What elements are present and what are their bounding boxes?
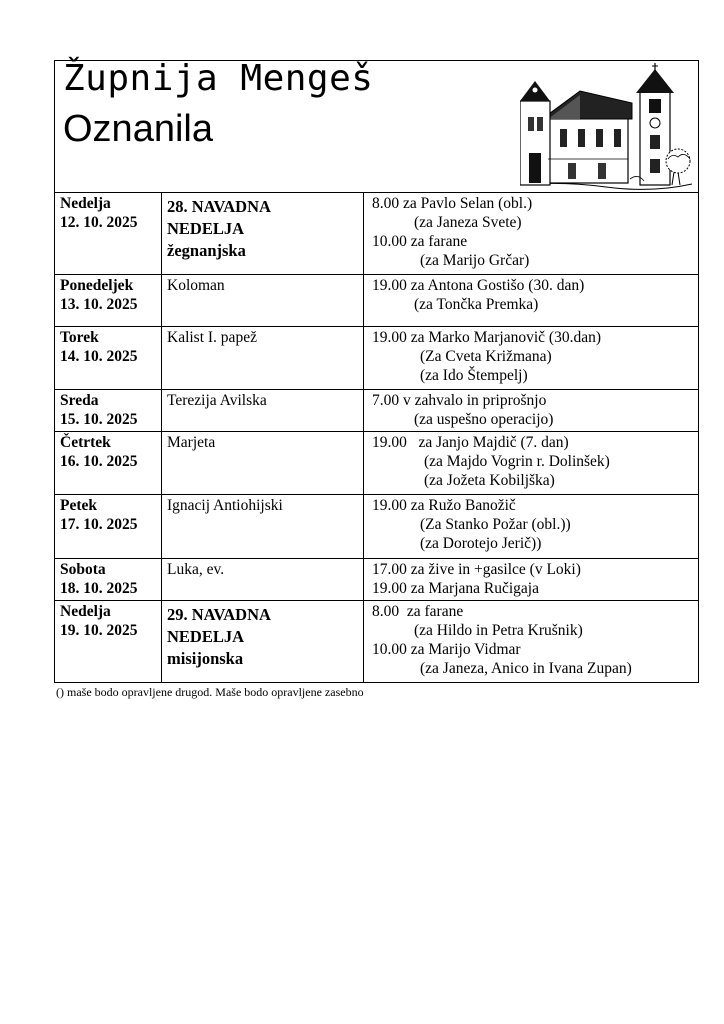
feast-cell [162, 327, 364, 390]
weekday: Nedelja [60, 603, 111, 620]
date: 17. 10. 2025 [60, 516, 138, 533]
mass-line: (za Majdo Vogrin r. Dolinšek) [424, 453, 610, 470]
mass-cell [364, 390, 699, 432]
day-cell [55, 432, 162, 495]
weekday: Sreda [60, 392, 99, 409]
mass-line: (za Ido Štempelj) [420, 367, 528, 384]
mass-line: (za Jožeta Kobiljška) [424, 472, 555, 489]
weekday: Nedelja [60, 195, 111, 212]
weekday: Ponedeljek [60, 277, 134, 294]
date: 15. 10. 2025 [60, 411, 138, 428]
mass-line: 7.00 v zahvalo in priprošnjo [372, 392, 547, 409]
weekday: Sobota [60, 561, 106, 578]
feast-cell [162, 390, 364, 432]
feast-cell [162, 193, 364, 275]
day-cell [55, 193, 162, 275]
weekday: Petek [60, 497, 98, 514]
mass-line: 8.00 za Pavlo Selan (obl.) [372, 195, 533, 212]
feast-line: Terezija Avilska [167, 392, 267, 409]
mass-cell [364, 327, 699, 390]
bulletin-subtitle: Oznanila [63, 108, 213, 150]
mass-line: (za Marijo Grčar) [420, 252, 530, 269]
mass-line: (za Dorotejo Jerič)) [420, 535, 542, 552]
mass-cell [364, 559, 699, 601]
mass-line: 8.00 za farane [372, 603, 464, 620]
date: 19. 10. 2025 [60, 622, 138, 639]
mass-cell [364, 495, 699, 559]
table-row [55, 432, 699, 495]
feast-cell [162, 432, 364, 495]
mass-line: 10.00 za farane [372, 233, 468, 250]
mass-line: (za Hildo in Petra Krušnik) [414, 622, 583, 639]
day-cell [55, 275, 162, 327]
feast-cell [162, 601, 364, 683]
feast-line: 28. NAVADNA [167, 197, 271, 216]
day-cell [55, 601, 162, 683]
mass-line: (Za Stanko Požar (obl.)) [420, 516, 571, 533]
weekday: Torek [60, 329, 99, 346]
table-row [55, 601, 699, 683]
feast-line: NEDELJA [167, 627, 245, 646]
mass-cell [364, 275, 699, 327]
table-row [55, 390, 699, 432]
footnote: () maše bodo opravljene drugod. Maše bodo opravljene zasebno [56, 685, 364, 699]
mass-line: 10.00 za Marijo Vidmar [372, 641, 521, 658]
mass-line: 19.00 za Antona Gostišo (30. dan) [372, 277, 585, 294]
table-row [55, 275, 699, 327]
bulletin-header [54, 60, 699, 192]
table-row [55, 495, 699, 559]
feast-line: NEDELJA [167, 219, 245, 238]
feast-cell [162, 559, 364, 601]
schedule-table [54, 192, 699, 683]
day-cell [55, 495, 162, 559]
weekday: Četrtek [60, 434, 111, 451]
feast-line: žegnanjska [167, 241, 246, 260]
church-illustration [520, 63, 692, 191]
mass-line: (Za Cveta Križmana) [420, 348, 552, 365]
day-cell [55, 390, 162, 432]
mass-line: (za Janeza, Anico in Ivana Zupan) [420, 660, 632, 677]
mass-line: 19.00 za Janjo Majdič (7. dan) [372, 434, 569, 451]
mass-line: 19.00 za Marjana Ručigaja [372, 580, 539, 597]
mass-line: (za Janeza Svete) [414, 214, 522, 231]
feast-cell [162, 275, 364, 327]
mass-line: (za uspešno operacijo) [414, 411, 554, 428]
day-cell [55, 559, 162, 601]
feast-line: Luka, ev. [167, 561, 225, 578]
date: 13. 10. 2025 [60, 296, 138, 313]
mass-line: 17.00 za žive in +gasilce (v Loki) [372, 561, 581, 578]
feast-line: 29. NAVADNA [167, 605, 271, 624]
date: 14. 10. 2025 [60, 348, 138, 365]
feast-line: Marjeta [167, 434, 216, 451]
day-cell [55, 327, 162, 390]
table-row [55, 327, 699, 390]
date: 18. 10. 2025 [60, 580, 138, 597]
mass-cell [364, 432, 699, 495]
bulletin-document [54, 60, 699, 700]
mass-line: (za Tončka Premka) [414, 296, 539, 313]
mass-line: 19.00 za Marko Marjanovič (30.dan) [372, 329, 601, 346]
mass-line: 19.00 za Ružo Banožič [372, 497, 516, 514]
mass-cell [364, 193, 699, 275]
table-row [55, 559, 699, 601]
parish-title: Župnija Mengeš [63, 58, 374, 99]
mass-cell [364, 601, 699, 683]
feast-cell [162, 495, 364, 559]
date: 16. 10. 2025 [60, 453, 138, 470]
feast-line: Kalist I. papež [167, 329, 257, 346]
feast-line: Koloman [167, 277, 225, 294]
feast-line: Ignacij Antiohijski [167, 497, 283, 514]
feast-line: misijonska [167, 649, 244, 668]
date: 12. 10. 2025 [60, 214, 138, 231]
table-row [55, 193, 699, 275]
